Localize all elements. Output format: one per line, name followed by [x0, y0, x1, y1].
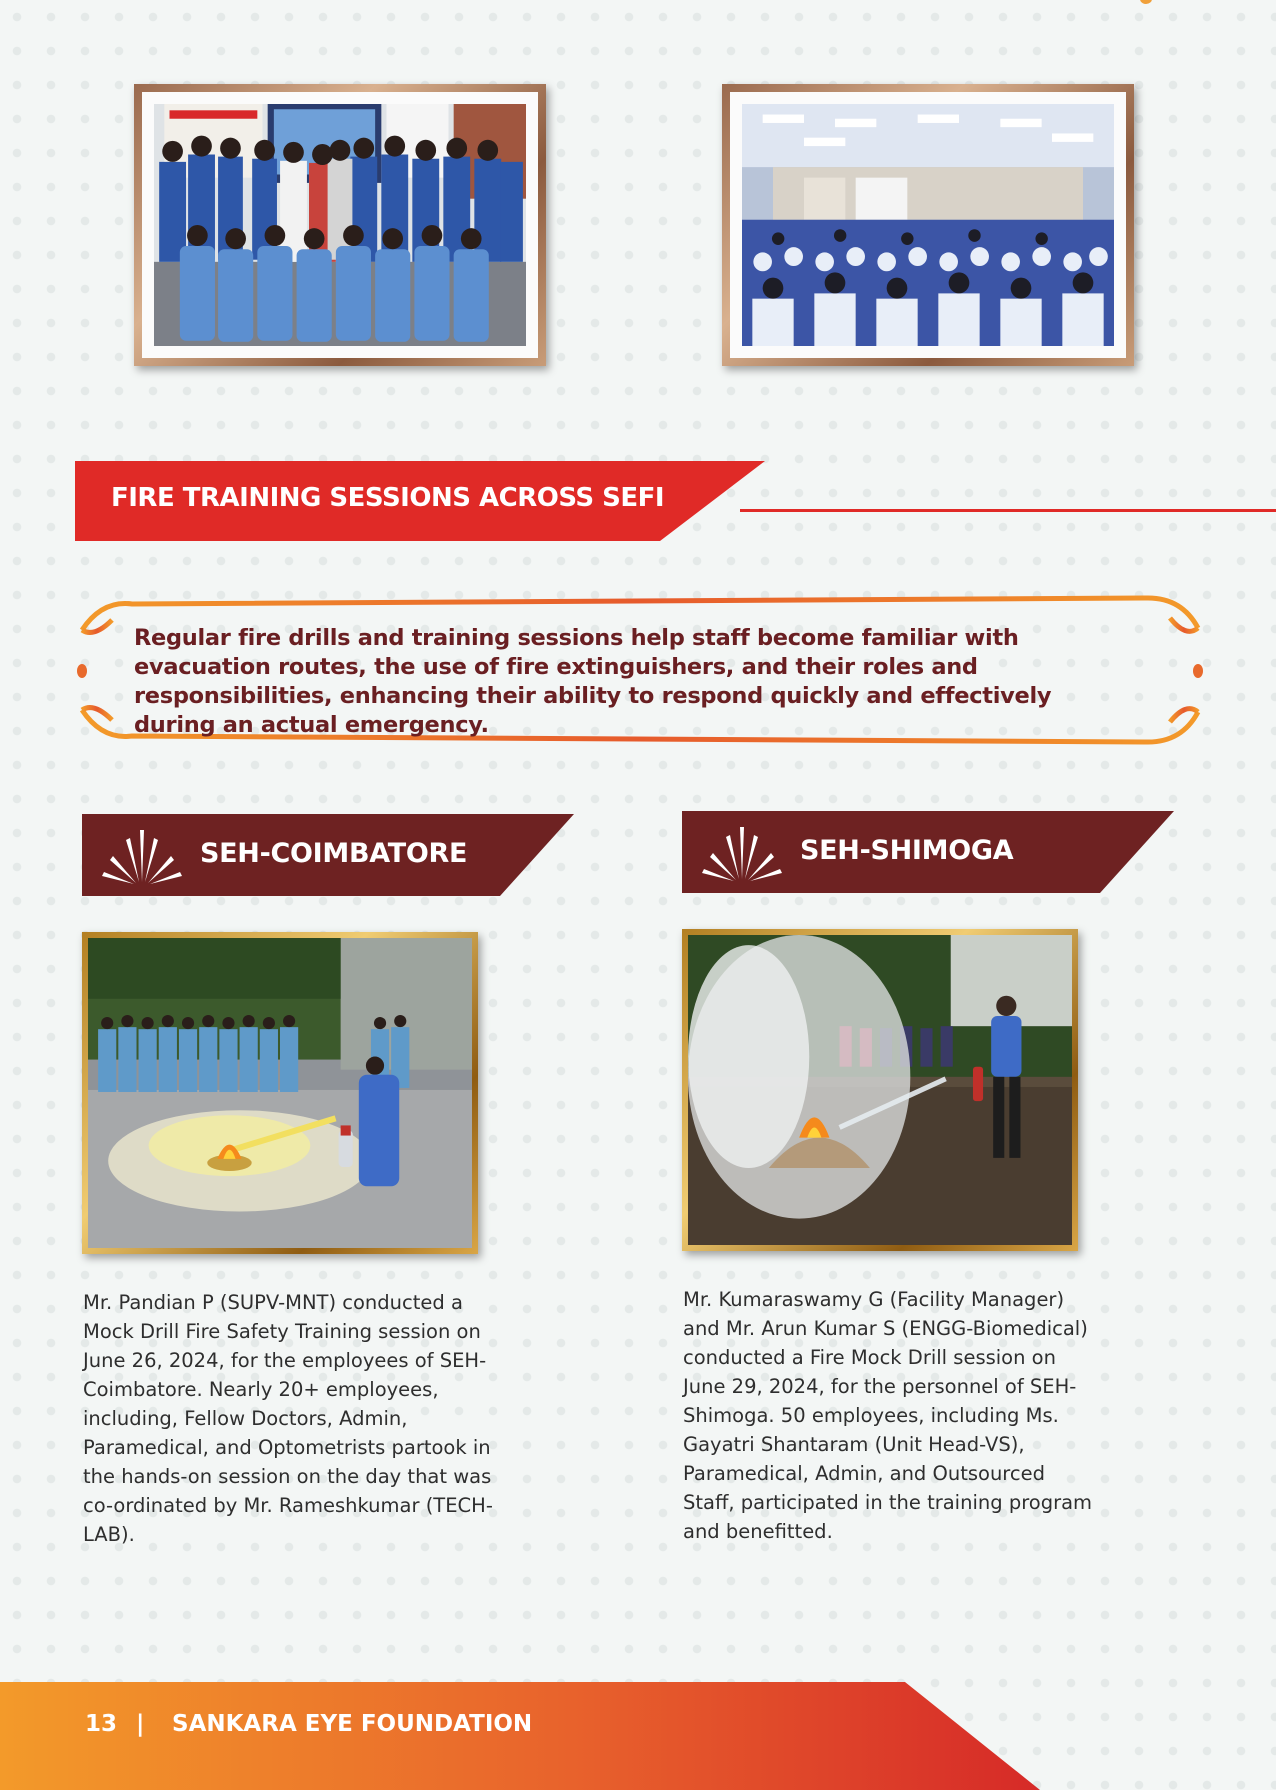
auditorium-photo-frame — [722, 84, 1134, 366]
coimbatore-photo-frame — [82, 932, 478, 1254]
shimoga-description: Mr. Kumaraswamy G (Facility Manager) and Mr. Arun Kumar S (ENGG-Biomedical) conducted a Fire Mock Drill session on June 29, 2024, for the personnel of SEH-Shimoga. 50 employees, including Ms. Gayatri Shantaram (Unit Head-VS), Paramedical, Admin, and Outsourced Staff, participated in the training program and benefitted. — [683, 1288, 1093, 1543]
unit-title: SEH-SHIMOGA — [800, 835, 1014, 866]
corner-dot — [1140, 0, 1152, 4]
burst-icon — [700, 823, 784, 885]
group-photo — [154, 104, 526, 346]
footer-separator: | — [136, 1711, 145, 1737]
coimbatore-fire-drill-photo — [88, 938, 472, 1248]
page-number: 13 — [85, 1711, 118, 1737]
title-rule — [740, 509, 1276, 512]
callout-text: Regular fire drills and training sessions help staff become familiar with evacuation routes, the use of fire extinguishers, and their roles and responsibilities, enhancing their ability to respond quickly and effectively during an actual emergency. — [134, 625, 1052, 738]
coimbatore-description: Mr. Pandian P (SUPV-MNT) conducted a Mock Drill Fire Safety Training session on June 26, 2024, for the employees of SEH-Coimbatore. Nearly 20+ employees, including, Fellow Doctors, Admin, Paramedical, and Optometrists partook in the hands-on session on the day that was co-ordinated by Mr. Rameshkumar (TECH-LAB). — [83, 1291, 493, 1546]
shimoga-photo-frame — [682, 929, 1078, 1251]
section-title: FIRE TRAINING SESSIONS ACROSS SEFI — [111, 483, 665, 513]
section-title-banner — [75, 461, 765, 541]
unit-banner-shimoga — [682, 811, 1174, 893]
group-photo-frame — [134, 84, 546, 366]
unit-banner-coimbatore — [82, 814, 574, 896]
footer-org-name: SANKARA EYE FOUNDATION — [172, 1711, 533, 1737]
auditorium-photo — [742, 104, 1114, 346]
burst-icon — [100, 826, 184, 888]
unit-title: SEH-COIMBATORE — [200, 838, 468, 869]
shimoga-fire-drill-photo — [688, 935, 1072, 1245]
